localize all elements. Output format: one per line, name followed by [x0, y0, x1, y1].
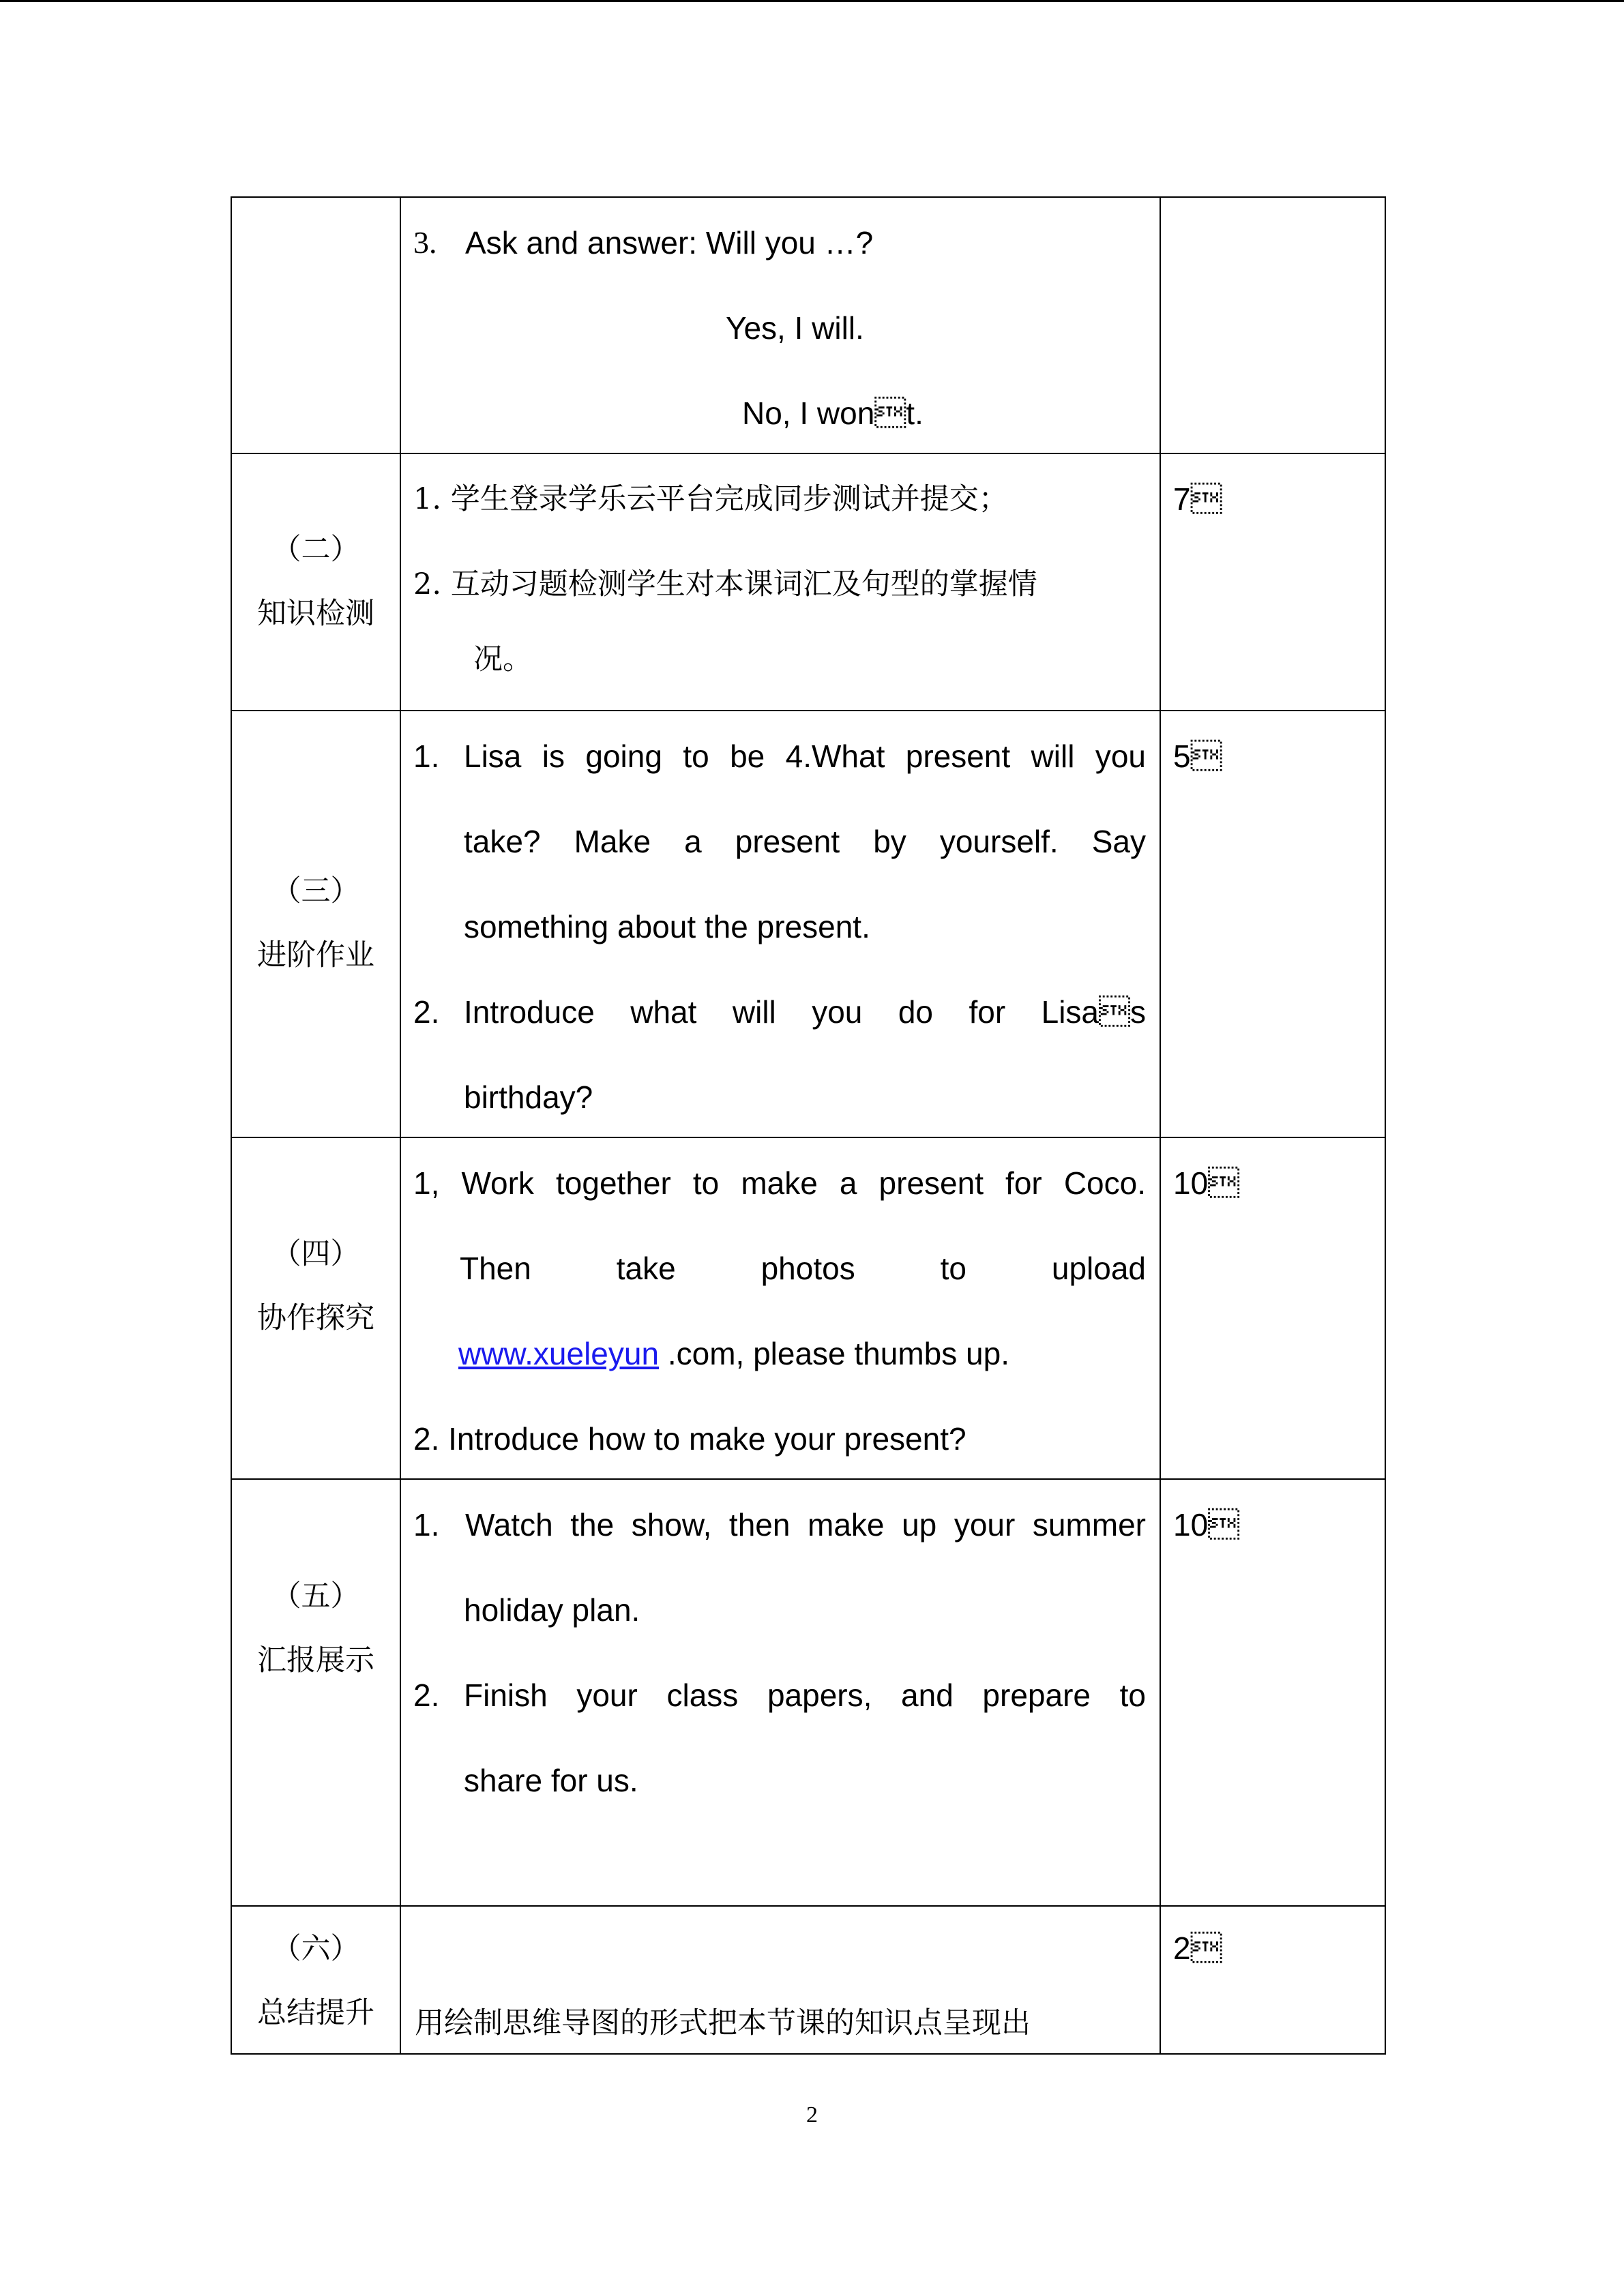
- table-column-divider: [1160, 196, 1161, 2055]
- table-row-divider: [231, 1137, 1386, 1138]
- list-item: 1, Work together to make a present for Coco.: [413, 1165, 1146, 1201]
- list-item-continuation: Then take photos to upload: [460, 1251, 1146, 1286]
- section-title: 汇报展示: [257, 1643, 374, 1678]
- list-number: 3.: [413, 225, 437, 260]
- xueleyun-link[interactable]: www.xueleyun: [458, 1336, 660, 1371]
- section-number: （二）: [271, 533, 360, 567]
- section-title: 进阶作业: [257, 938, 374, 972]
- list-item: 2. 互动习题检测学生对本课词汇及句型的掌握情: [413, 567, 1037, 601]
- lesson-plan-table: [231, 196, 1386, 2055]
- list-item: Finish your class papers, and prepare to: [464, 1678, 1146, 1713]
- time-label: 10: [1173, 1165, 1240, 1201]
- time-label: 5: [1173, 739, 1222, 774]
- page-number: 2: [806, 2102, 818, 2128]
- question-line: Ask and answer: Will you …?: [465, 225, 874, 260]
- list-number: 1.: [413, 739, 440, 774]
- section-title: 总结提升: [257, 1996, 374, 2030]
- section-number: （四）: [271, 1237, 360, 1271]
- section-title: 协作探究: [257, 1301, 374, 1335]
- answer-line: No, I wont.: [742, 396, 924, 431]
- answer-line: Yes, I will.: [726, 310, 864, 346]
- list-item-continuation: birthday?: [464, 1079, 593, 1115]
- list-item-continuation: take? Make a present by yourself. Say: [464, 824, 1146, 859]
- table-row-divider: [231, 453, 1386, 454]
- time-label: 10: [1173, 1507, 1240, 1542]
- list-item: 1. 学生登录学乐云平台完成同步测试并提交；: [413, 482, 1008, 516]
- table-row-divider: [231, 1905, 1386, 1907]
- table-row-divider: [231, 1478, 1386, 1480]
- list-item-continuation: something about the present.: [464, 909, 870, 944]
- list-item: 2. Introduce how to make your present?: [413, 1421, 966, 1457]
- list-item-continuation: share for us.: [464, 1763, 638, 1798]
- table-row-divider: [231, 710, 1386, 711]
- list-number: 2.: [413, 994, 440, 1030]
- time-label: 7: [1173, 481, 1222, 517]
- page-top-border: [0, 0, 1624, 2]
- section-title: 知识检测: [257, 597, 374, 631]
- section-number: （五）: [271, 1579, 360, 1613]
- section-number: （六）: [271, 1932, 360, 1966]
- list-item: 用绘制思维导图的形式把本节课的知识点呈现出: [415, 2006, 1031, 2040]
- table-column-divider: [400, 196, 401, 2055]
- section-number: （三）: [271, 874, 360, 908]
- link-suffix: .com, please thumbs up.: [659, 1336, 1009, 1371]
- list-item-continuation: holiday plan.: [464, 1592, 640, 1628]
- list-item-continuation: [458, 1333, 1009, 1374]
- list-item-continuation: 况。: [473, 642, 532, 676]
- list-number: 1.: [413, 1507, 440, 1542]
- list-item: Lisa is going to be 4.What present will you: [464, 739, 1146, 774]
- time-label: 2: [1173, 1930, 1222, 1966]
- list-item: Watch the show, then make up your summer: [465, 1507, 1146, 1542]
- list-number: 2.: [413, 1678, 440, 1713]
- list-item: Introduce what will you do for Lisas: [464, 994, 1146, 1030]
